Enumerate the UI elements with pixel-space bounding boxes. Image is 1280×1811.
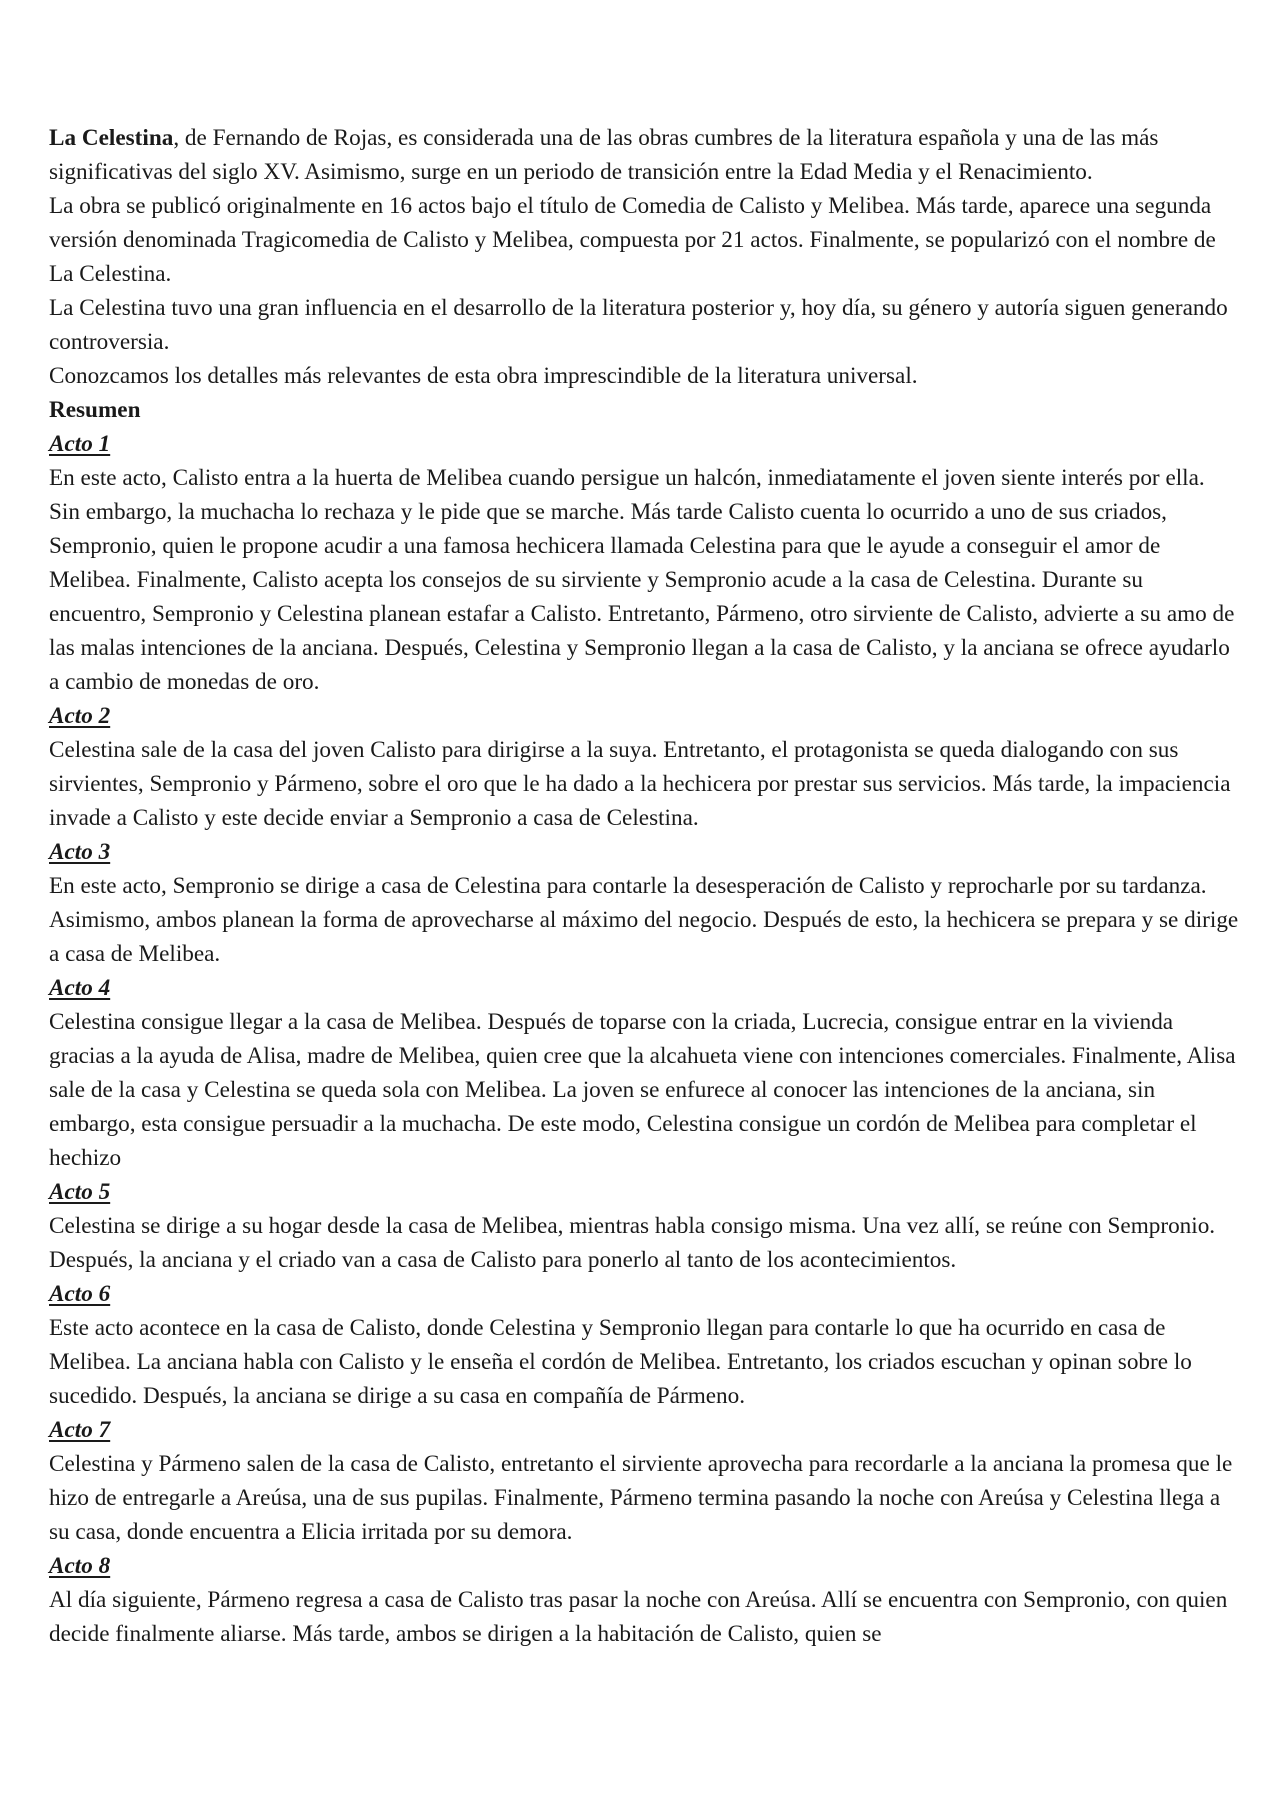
act-4-text: Celestina consigue llegar a la casa de Melibea. Después de toparse con la criada, Lucrecia, consigue entrar en la vivienda gracias a la ayuda de Alisa, madre de Melibea, quien cree que la alcahueta viene con intenciones comerciales. Finalmente, Alisa sale de la casa y Celestina se queda sola con Melibea. La joven se enfurece al conocer las intenciones de la anciana, sin embargo, esta consigue persuadir a la muchacha. De este modo, Celestina consigue un cordón de Melibea para completar el hechizo: [49, 1009, 1236, 1171]
act-7-heading: Acto 7: [49, 1417, 111, 1443]
intro-paragraph-2: La obra se publicó originalmente en 16 actos bajo el título de Comedia de Calisto y Melibea. Más tarde, aparece una segunda versión denominada Tragicomedia de Calisto y Melibea, compuesta por 21 actos. Finalmente, se popularizó con el nombre de La Celestina.: [49, 193, 1216, 287]
act-4-heading: Acto 4: [49, 975, 111, 1001]
act-8-heading: Acto 8: [49, 1553, 111, 1579]
act-1-text: En este acto, Calisto entra a la huerta de Melibea cuando persigue un halcón, inmediatamente el joven siente interés por ella. Sin embargo, la muchacha lo rechaza y le pide que se marche. Más tarde Calisto cuenta lo ocurrido a uno de sus criados, Sempronio, quien le propone acudir a una famosa hechicera llamada Celestina para que le ayude a conseguir el amor de Melibea. Finalmente, Calisto acepta los consejos de su sirviente y Sempronio acude a la casa de Celestina. Durante su encuentro, Sempronio y Celestina planean estafar a Calisto. Entretanto, Pármeno, otro sirviente de Calisto, advierte a su amo de las malas intenciones de la anciana. Después, Celestina y Sempronio llegan a la casa de Calisto, y la anciana se ofrece ayudarlo a cambio de monedas de oro.: [49, 465, 1235, 695]
work-title: La Celestina: [49, 125, 174, 151]
act-5-text: Celestina se dirige a su hogar desde la casa de Melibea, mientras habla consigo misma. Una vez allí, se reúne con Sempronio. Después, la anciana y el criado van a casa de Calisto para ponerlo al tanto de los acontecimientos.: [49, 1213, 1216, 1273]
act-7-text: Celestina y Pármeno salen de la casa de Calisto, entretanto el sirviente aprovecha para recordarle a la anciana la promesa que le hizo de entregarle a Areúsa, una de sus pupilas. Finalmente, Pármeno termina pasando la noche con Areúsa y Celestina llega a su casa, donde encuentra a Elicia irritada por su demora.: [49, 1451, 1233, 1545]
summary-heading: Resumen: [49, 397, 141, 423]
act-3-text: En este acto, Sempronio se dirige a casa de Celestina para contarle la desesperación de Calisto y reprocharle por su tardanza. Asimismo, ambos planean la forma de aprovecharse al máximo del negocio. Después de esto, la hechicera se prepara y se dirige a casa de Melibea.: [49, 873, 1239, 967]
act-1-heading: Acto 1: [49, 431, 111, 457]
act-8-text: Al día siguiente, Pármeno regresa a casa de Calisto tras pasar la noche con Areúsa. Allí se encuentra con Sempronio, con quien decide finalmente aliarse. Más tarde, ambos se dirigen a la habitación de Calisto, quien se: [49, 1587, 1228, 1647]
act-6-heading: Acto 6: [49, 1281, 111, 1307]
intro-paragraph-1: [49, 121, 1239, 189]
intro-paragraph-4: Conozcamos los detalles más relevantes de esta obra imprescindible de la literatura universal.: [49, 363, 918, 389]
act-3-heading: Acto 3: [49, 839, 111, 865]
intro-paragraph-3: La Celestina tuvo una gran influencia en el desarrollo de la literatura posterior y, hoy día, su género y autoría siguen generando controversia.: [49, 295, 1228, 355]
act-5-heading: Acto 5: [49, 1179, 111, 1205]
act-2-text: Celestina sale de la casa del joven Calisto para dirigirse a la suya. Entretanto, el protagonista se queda dialogando con sus sirvientes, Sempronio y Pármeno, sobre el oro que le ha dado a la hechicera por prestar sus servicios. Más tarde, la impaciencia invade a Calisto y este decide enviar a Sempronio a casa de Celestina.: [49, 737, 1231, 831]
intro-paragraph-1-text: , de Fernando de Rojas, es considerada una de las obras cumbres de la literatura española y una de las más significativas del siglo XV. Asimismo, surge en un periodo de transición entre la Edad Media y el Renacimiento.: [49, 125, 1159, 185]
document-body: [49, 121, 1239, 1651]
act-6-text: Este acto acontece en la casa de Calisto, donde Celestina y Sempronio llegan para contarle lo que ha ocurrido en casa de Melibea. La anciana habla con Calisto y le enseña el cordón de Melibea. Entretanto, los criados escuchan y opinan sobre lo sucedido. Después, la anciana se dirige a su casa en compañía de Pármeno.: [49, 1315, 1192, 1409]
act-2-heading: Acto 2: [49, 703, 111, 729]
